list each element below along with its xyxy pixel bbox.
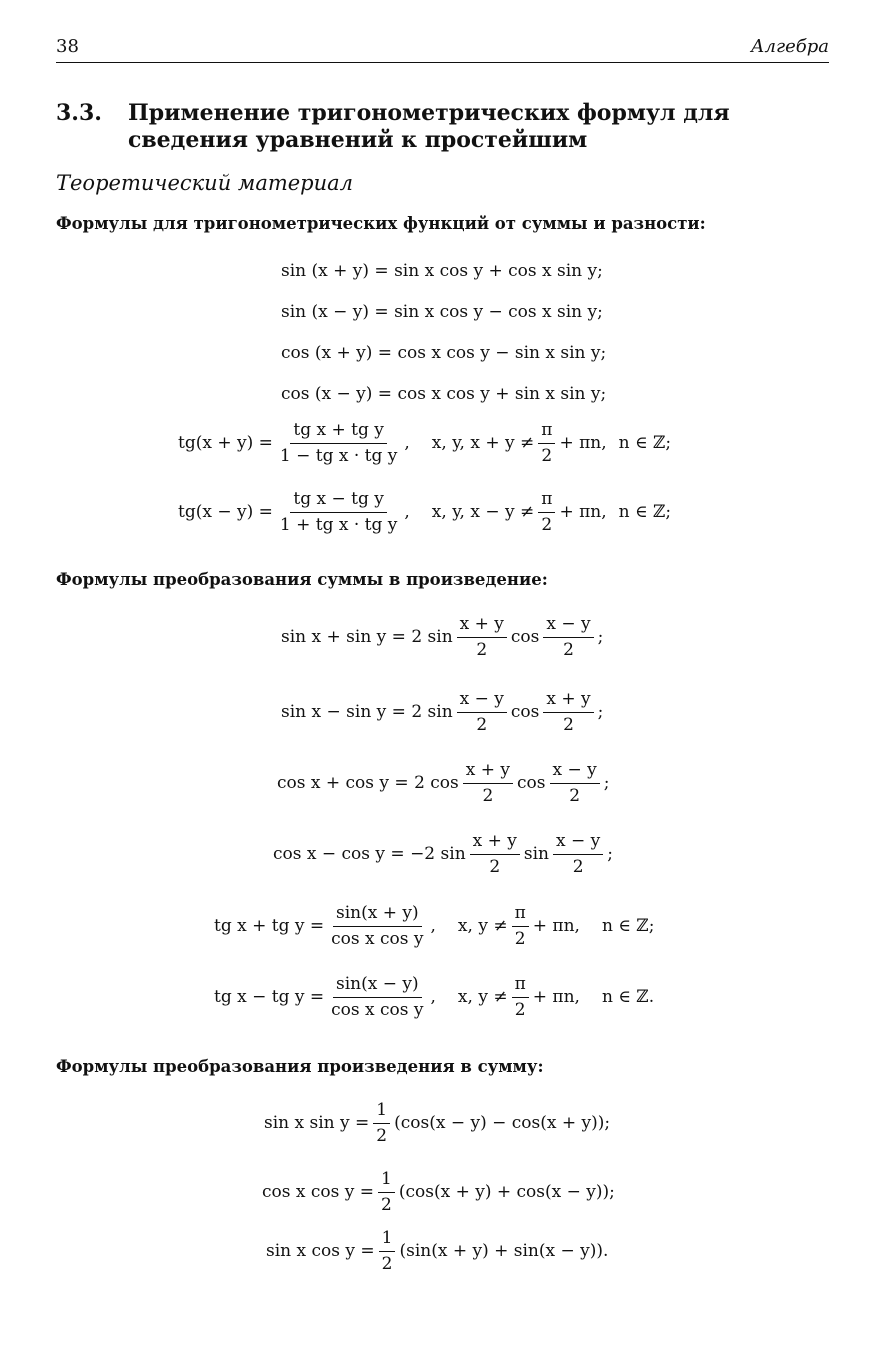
denominator: 2 <box>514 928 526 949</box>
formula-sin-cos <box>266 1224 608 1278</box>
function-name: cos <box>510 702 540 722</box>
formula-tg-sum <box>178 418 671 468</box>
formula-cos-plus-cos <box>277 758 609 808</box>
fraction <box>543 689 593 736</box>
denominator: cos x cos y <box>331 928 424 949</box>
numerator: π <box>538 420 555 444</box>
formula-cos-cos <box>262 1165 615 1219</box>
numerator: π <box>512 974 529 998</box>
pi-over-two <box>512 974 529 1021</box>
fraction <box>553 831 603 878</box>
denominator: 2 <box>489 856 501 877</box>
terminator: ; <box>597 627 604 647</box>
lhs: sin x − sin y = 2 sin <box>281 702 453 722</box>
one-half <box>379 1228 396 1275</box>
denominator: 2 <box>381 1194 392 1215</box>
fraction <box>463 760 513 807</box>
condition: x, y ≠ <box>457 916 508 936</box>
numerator: x + y <box>463 760 513 784</box>
lhs: sin x sin y = <box>264 1113 370 1133</box>
fraction <box>457 689 507 736</box>
rhs: (sin(x + y) + sin(x − y)). <box>399 1241 609 1261</box>
denominator: 2 <box>572 856 584 877</box>
running-head <box>56 36 829 63</box>
rhs: (cos(x + y) + cos(x − y)); <box>398 1182 615 1202</box>
numerator: x − y <box>550 760 600 784</box>
comma: , <box>430 916 436 936</box>
denominator: 2 <box>476 714 488 735</box>
running-title: Алгебра <box>750 36 829 57</box>
pi-over-two <box>538 420 555 467</box>
fraction <box>470 831 520 878</box>
formula-cos-diff: cos (x − y) = cos x cos y + sin x sin y; <box>281 384 607 404</box>
period: + πn, <box>559 502 607 522</box>
numerator: x + y <box>543 689 593 713</box>
fraction <box>550 760 600 807</box>
numerator: x + y <box>470 831 520 855</box>
numerator: x − y <box>553 831 603 855</box>
fraction <box>328 903 426 950</box>
numerator: x − y <box>543 614 593 638</box>
lhs: cos x cos y = <box>262 1182 375 1202</box>
numerator: 1 <box>378 1169 395 1193</box>
pi-over-two <box>538 489 555 536</box>
denominator: 2 <box>514 999 526 1020</box>
denominator: 2 <box>563 639 574 660</box>
formula-tg-diff <box>178 487 671 537</box>
function-name: cos <box>510 627 540 647</box>
formula-sin-plus-sin <box>281 612 603 662</box>
formula-cos-sum: cos (x + y) = cos x cos y − sin x sin y; <box>281 343 607 363</box>
numerator: π <box>512 903 529 927</box>
page-number: 38 <box>56 36 79 57</box>
denominator: 2 <box>569 785 581 806</box>
numerator: 1 <box>379 1228 396 1252</box>
terminator: ; <box>597 702 604 722</box>
denominator: cos x cos y <box>331 999 424 1020</box>
function-name: cos <box>517 773 546 793</box>
denominator: 2 <box>482 785 494 806</box>
product-to-sum-heading: Формулы преобразования произведения в сумму: <box>56 1057 544 1076</box>
denominator: 2 <box>541 514 553 535</box>
integer-set: n ∈ ℤ; <box>601 916 655 936</box>
numerator: π <box>538 489 555 513</box>
numerator: tg x + tg y <box>290 420 386 444</box>
lhs: tg(x − y) = <box>178 502 273 522</box>
denominator: 2 <box>376 1125 388 1146</box>
fraction <box>543 614 593 661</box>
denominator: 2 <box>476 639 488 660</box>
rhs: (cos(x − y) − cos(x + y)); <box>394 1113 611 1133</box>
subheading: Теоретический материал <box>56 171 354 195</box>
numerator: x + y <box>457 614 507 638</box>
lhs: tg(x + y) = <box>178 433 273 453</box>
lhs: cos x + cos y = 2 cos <box>277 773 459 793</box>
denominator: 1 + tg x · tg y <box>279 514 398 535</box>
comma: , <box>404 433 410 453</box>
sum-difference-heading: Формулы для тригонометрических функций от суммы и разности: <box>56 214 706 233</box>
function-name: sin <box>523 844 550 864</box>
period: + πn, <box>559 433 607 453</box>
numerator: tg x − tg y <box>290 489 386 513</box>
formula-sin-sum: sin (x + y) = sin x cos y + cos x sin y; <box>281 261 603 281</box>
integer-set: n ∈ ℤ; <box>618 502 672 522</box>
denominator: 1 − tg x · tg y <box>279 445 398 466</box>
section-title: Применение тригонометрических формул для сведения уравнений к простейшим <box>128 100 730 153</box>
comma: , <box>430 987 436 1007</box>
lhs: tg x + tg y = <box>214 916 325 936</box>
formula-sin-diff: sin (x − y) = sin x cos y − cos x sin y; <box>281 302 603 322</box>
denominator: 2 <box>541 445 553 466</box>
section-number: 3.3. <box>56 100 102 126</box>
lhs: cos x − cos y = −2 sin <box>273 844 466 864</box>
formula-sin-sin <box>264 1096 610 1150</box>
condition: x, y ≠ <box>457 987 508 1007</box>
terminator: ; <box>603 773 610 793</box>
formula-tg-plus-tg <box>214 900 654 952</box>
fraction <box>277 489 401 536</box>
integer-set: n ∈ ℤ. <box>601 987 655 1007</box>
period: + πn, <box>532 916 580 936</box>
numerator: x − y <box>457 689 507 713</box>
period: + πn, <box>532 987 580 1007</box>
fraction <box>457 614 507 661</box>
condition: x, y, x + y ≠ <box>431 433 535 453</box>
condition: x, y, x − y ≠ <box>431 502 535 522</box>
numerator: sin(x + y) <box>333 903 422 927</box>
fraction <box>277 420 401 467</box>
formula-sin-minus-sin <box>281 687 603 737</box>
integer-set: n ∈ ℤ; <box>618 433 672 453</box>
terminator: ; <box>607 844 613 864</box>
sum-to-product-heading: Формулы преобразования суммы в произведение: <box>56 570 548 589</box>
numerator: sin(x − y) <box>333 974 422 998</box>
formula-tg-minus-tg <box>214 971 654 1023</box>
denominator: 2 <box>381 1253 393 1274</box>
lhs: tg x − tg y = <box>214 987 325 1007</box>
one-half <box>378 1169 395 1216</box>
comma: , <box>404 502 410 522</box>
numerator: 1 <box>373 1100 390 1124</box>
lhs: sin x cos y = <box>266 1241 375 1261</box>
pi-over-two <box>512 903 529 950</box>
denominator: 2 <box>563 714 574 735</box>
formula-cos-minus-cos <box>273 829 613 879</box>
one-half <box>373 1100 390 1147</box>
lhs: sin x + sin y = 2 sin <box>281 627 453 647</box>
fraction <box>328 974 426 1021</box>
